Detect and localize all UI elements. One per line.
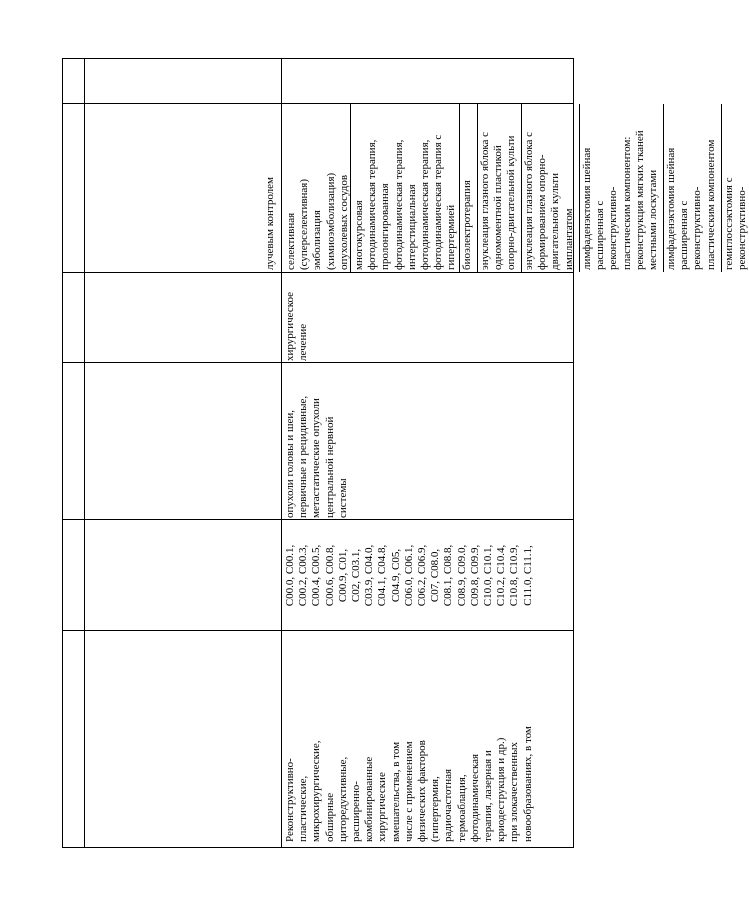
procedure-line: новообразованиях, в том [521, 726, 534, 842]
method-divider [521, 104, 522, 272]
method-divider [350, 104, 351, 272]
icd-code-line: C00.4, C00.5, [310, 544, 323, 607]
table-border-top [62, 58, 63, 848]
procedure-line: пластические, [297, 775, 310, 842]
icd-code-line: C10.8, C10.9, [508, 544, 521, 607]
diagnosis-line: первичные и рецидивные, [297, 395, 310, 518]
diagnosis-line: центральной нервной [323, 416, 336, 518]
diagnosis-line: опухоли головы и шеи, [284, 410, 296, 518]
procedure-line: обширные [323, 792, 336, 842]
rotated-table [62, 58, 749, 848]
method-item: гемиглоссэктомия с реконструктивно- [723, 177, 749, 270]
procedure-line: Реконструктивно- [284, 758, 296, 842]
icd-code-line: C00.2, C00.3, [297, 544, 310, 607]
icd-code-line: C03.9, C04.0, [363, 544, 376, 607]
icd-code-line: C04.1, C04.8, [376, 544, 389, 607]
table-border-right [62, 58, 574, 59]
column-divider [62, 272, 574, 273]
icd-code-line: C08.1, C08.8, [442, 544, 455, 607]
procedure-line: термоаблация, [455, 774, 468, 842]
diagnosis-line: метастатические опухоли [310, 398, 323, 518]
icd-code-line: C06.2, C06.9, [416, 544, 429, 607]
icd-code-line: C02, C03.1, [350, 548, 363, 603]
row-divider [84, 58, 85, 848]
procedure-line: при злокачественных [508, 741, 521, 842]
procedure-line: числе с применением [402, 741, 415, 842]
table-border-left [62, 847, 574, 848]
procedure-cell [284, 634, 570, 842]
method-item: энуклеация глазного яблока с формированием опорно- двигательной культи имплантатом [523, 131, 575, 270]
icd-code-line: C07, C08.0, [429, 548, 442, 603]
method-item: селективная (суперселективная) эмболизация (химиоэмболизация) опухолевых сосудов [285, 172, 350, 270]
method-item: энуклеация глазного яблока с одномоментной пластикой опорно-двигательной культи [479, 131, 518, 270]
icd-code-line: C00.6, C00.8, [323, 544, 336, 607]
icd-code-line: C09.8, C09.9, [468, 544, 481, 607]
procedure-line: комбинированные [363, 756, 376, 842]
icd-code-line: C00.9, C01, [336, 548, 349, 603]
method-divider [579, 104, 580, 272]
procedure-line: физических факторов [416, 740, 429, 842]
procedure-line: криодеструкция и др.) [495, 737, 508, 842]
icd-code-line: C10.2, C10.4, [495, 544, 508, 607]
method-divider [721, 104, 722, 272]
method-item: лимфаденэктомия шейная расширенная с реконструктивно- пластическим компонентом: реконструкция мягких тканей местными лоскутами [581, 130, 660, 270]
method-divider [663, 104, 664, 272]
procedure-line: (гипертермия, [429, 776, 442, 842]
diagnosis-cell [284, 364, 570, 518]
procedure-line: вмешательства, в том [389, 741, 402, 842]
icd-code-line: C10.0, C10.1, [482, 544, 495, 607]
icd-codes-cell [284, 521, 570, 630]
procedure-line: радиочастотная [442, 768, 455, 842]
method-item: лимфаденэктомия шейная расширенная с реконструктивно- пластическим компонентом [665, 139, 717, 270]
icd-code-line: C11.0, C11.1, [521, 545, 534, 606]
icd-code-line: C04.9, C05, [389, 548, 402, 603]
icd-code-line: C06.0, C06.1, [402, 544, 415, 607]
procedure-line: расширенно- [350, 781, 363, 842]
methods-column [264, 104, 749, 272]
treatment-type-cell [284, 274, 570, 361]
treatment-type-line: лечение [297, 323, 310, 361]
icd-code-line: C08.9, C09.0, [455, 544, 468, 607]
diagnosis-line: системы [336, 478, 349, 518]
column-divider [62, 519, 574, 520]
procedure-line: фотодинамическая [468, 753, 481, 842]
method-item: многокурсовая фотодинамическая терапия, пролонгированная фотодинамическая терапия, интерстициальная фотодинамическая терапия, фотодинамическая терапия с гипертермией [353, 134, 458, 270]
procedure-line: терапия, лазерная и [482, 750, 495, 842]
column-divider [62, 630, 574, 631]
method-divider [459, 104, 460, 272]
icd-code-line: C00.0, C00.1, [284, 544, 296, 607]
procedure-line: циторедуктивные, [336, 756, 349, 842]
method-divider [477, 104, 478, 272]
column-divider [62, 362, 574, 363]
procedure-line: хирургические [376, 772, 389, 842]
method-item: биоэлектротерапия [461, 180, 473, 270]
method-continued-line: лучевым контролем [264, 176, 276, 270]
procedure-line: микрохирургические, [310, 740, 323, 842]
treatment-type-line: хирургическое [284, 291, 296, 361]
